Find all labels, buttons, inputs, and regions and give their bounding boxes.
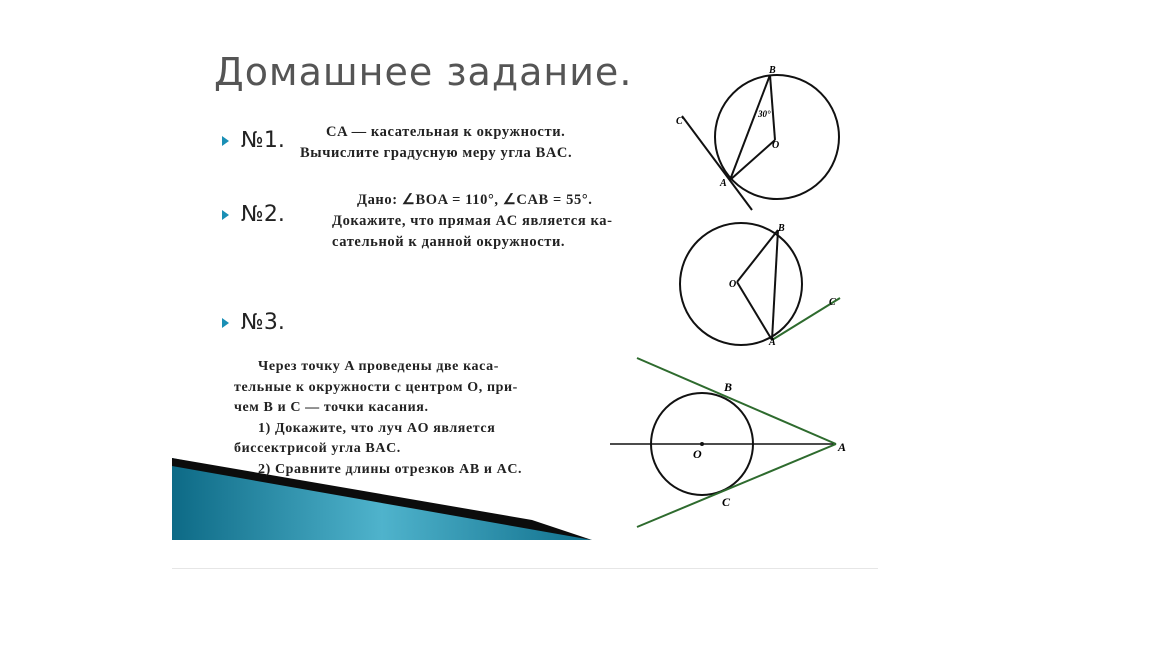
task-line: чем B и C — точки касания.: [234, 400, 429, 415]
bottom-divider: [172, 568, 878, 569]
fig3-label-c: C: [722, 495, 731, 509]
fig3-label-b: B: [724, 380, 733, 394]
fig3-tangent-ab: [637, 358, 836, 444]
fig1-label-b: B: [769, 65, 776, 76]
fig1-label-o: O: [772, 140, 780, 151]
fig2-label-o: O: [729, 279, 737, 290]
fig1-angle-label: 30°: [758, 109, 771, 119]
fig3-tangent-ac: [637, 444, 836, 527]
task-line: CA — касательная к окружности.: [326, 124, 566, 140]
task-line: биссектрисой угла BAC.: [234, 441, 401, 456]
task-line: сательной к данной окружности.: [332, 234, 566, 250]
task-line: 2) Сравните длины отрезков AB и AC.: [258, 461, 523, 477]
fig3-label-a: A: [838, 440, 847, 454]
fig1-label-c: C: [676, 116, 683, 127]
fig1-label-a: A: [720, 178, 727, 189]
task-line: Вычислите градусную меру угла BAC.: [300, 145, 573, 161]
task-line: тельные к окружности с центром O, при-: [234, 379, 518, 395]
task-line: 1) Докажите, что луч AO является: [258, 420, 496, 436]
task-line: Через точку A проведены две каса-: [258, 359, 499, 374]
slide: [172, 30, 878, 540]
fig3-center-point: [700, 442, 704, 446]
fig3-label-o: O: [693, 447, 702, 461]
task-line: Докажите, что прямая AC является ка-: [332, 213, 613, 229]
fig2-label-b: B: [778, 223, 785, 234]
task-3-number: №3.: [241, 310, 285, 335]
fig2-label-c: C: [829, 297, 836, 308]
task-line: Дано: ∠BOA = 110°, ∠CAB = 55°.: [357, 192, 593, 208]
fig2-label-a: A: [769, 337, 776, 348]
figure-3: [172, 30, 878, 540]
task-1-number: №1.: [241, 128, 285, 153]
task-2-number: №2.: [241, 202, 285, 227]
slide-title: Домашнее задание.: [214, 50, 633, 94]
